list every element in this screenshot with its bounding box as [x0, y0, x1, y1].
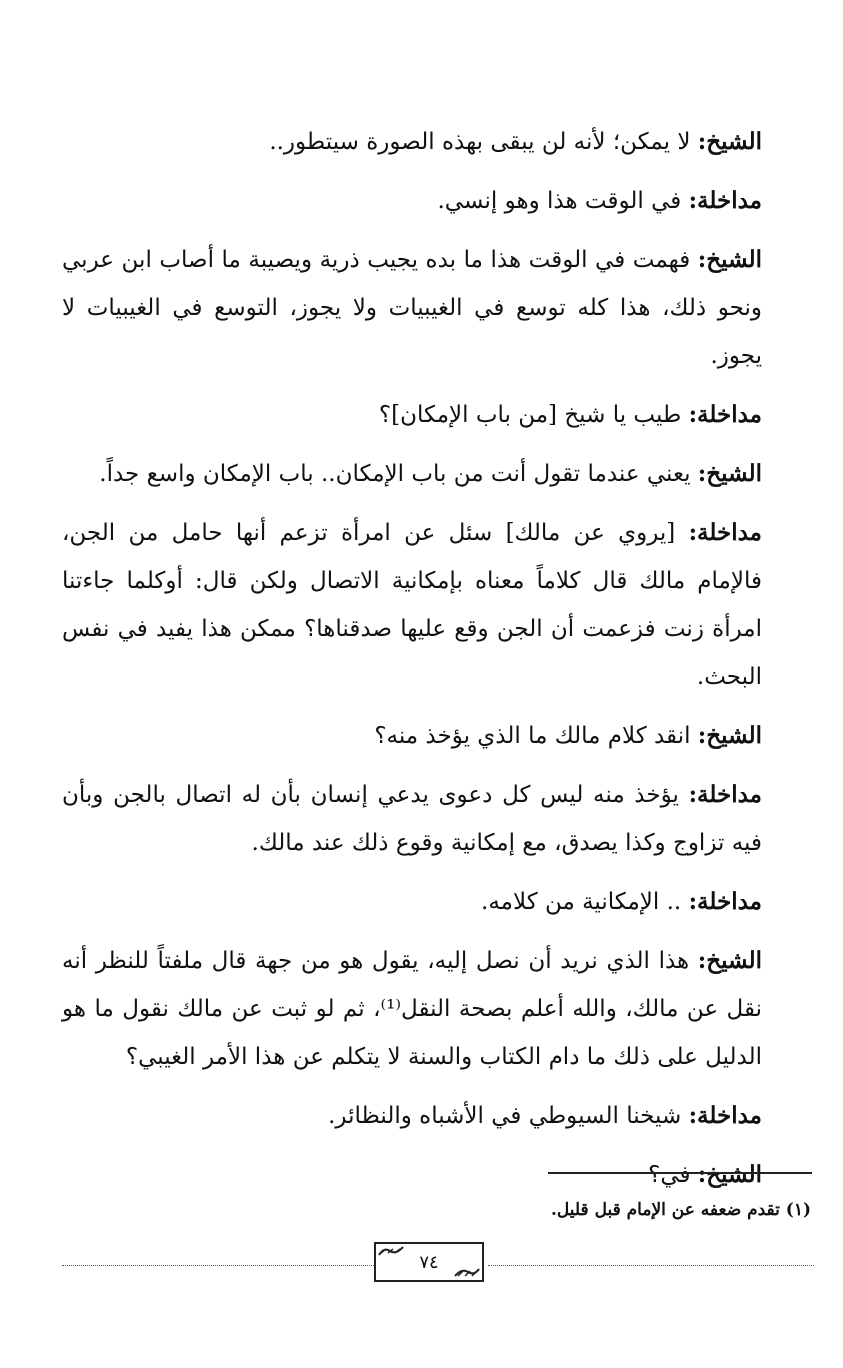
speaker-label: مداخلة: [688, 401, 762, 428]
footer-rule-left [62, 1265, 374, 1266]
speaker-label: مداخلة: [688, 888, 762, 915]
paragraph-text: في الوقت هذا وهو إنسي. [437, 188, 689, 214]
footnote-divider [548, 1172, 812, 1174]
dialogue-paragraph [62, 712, 762, 760]
speaker-label: مداخلة: [688, 519, 762, 546]
paragraph-text: [يروي عن مالك] سئل عن امرأة تزعم أنها حامل من الجن، فالإمام مالك قال كلاماً معناه بإمكانية الاتصال ولكن قال: أوكلما جاءتنا امرأة زنت فزعمت أن الجن وقع عليها صدقناها؟ ممكن هذا يفيد في نفس البحث. [62, 520, 762, 690]
ornament-icon [378, 1245, 404, 1257]
paragraph-text: .. الإمكانية من كلامه. [481, 889, 689, 915]
speaker-label: الشيخ: [697, 128, 762, 155]
dialogue-paragraph [62, 771, 762, 867]
dialogue-paragraph [62, 1151, 762, 1199]
page-number: ٧٤ [419, 1251, 439, 1273]
body-text [62, 118, 762, 1199]
speaker-label: الشيخ: [697, 947, 762, 974]
dialogue-paragraph [62, 118, 762, 166]
speaker-label: مداخلة: [688, 187, 762, 214]
dialogue-paragraph [62, 177, 762, 225]
paragraph-text: انقد كلام مالك ما الذي يؤخذ منه؟ [374, 723, 698, 749]
speaker-label: الشيخ: [697, 460, 762, 487]
ornament-icon [454, 1266, 480, 1278]
paragraph-text: شيخنا السيوطي في الأشباه والنظائر. [328, 1103, 689, 1129]
dialogue-paragraph [62, 1092, 762, 1140]
speaker-label: مداخلة: [688, 781, 762, 808]
dialogue-paragraph [62, 236, 762, 380]
speaker-label: مداخلة: [688, 1102, 762, 1129]
dialogue-paragraph [62, 937, 762, 1081]
paragraph-text: لا يمكن؛ لأنه لن يبقى بهذه الصورة سيتطور.. [269, 129, 698, 155]
dialogue-paragraph [62, 391, 762, 439]
footnote: (١) تقدم ضعفه عن الإمام قبل قليل. [551, 1200, 811, 1220]
paragraph-text: يعني عندما تقول أنت من باب الإمكان.. باب الإمكان واسع جداً. [99, 461, 698, 487]
footer-rule-right [488, 1265, 814, 1266]
paragraph-text: فهمت في الوقت هذا ما بده يجيب ذرية ويصيبة ما أصاب ابن عربي ونحو ذلك، هذا كله توسع في الغيبيات ولا يجوز، التوسع في الغيبيات لا يجوز. [62, 247, 762, 369]
speaker-label: الشيخ: [697, 1161, 762, 1188]
dialogue-paragraph [62, 878, 762, 926]
speaker-label: الشيخ: [697, 246, 762, 273]
speaker-label: الشيخ: [697, 722, 762, 749]
dialogue-paragraph [62, 509, 762, 701]
paragraph-text: في؟ [648, 1162, 698, 1188]
paragraph-text: يؤخذ منه ليس كل دعوى يدعي إنسان بأن له اتصال بالجن وبأن فيه تزاوج وكذا يصدق، مع إمكانية وقوع ذلك عند مالك. [62, 782, 762, 856]
paragraph-text: هذا الذي نريد أن نصل إليه، يقول هو من جهة قال ملفتاً للنظر أنه نقل عن مالك، والله أعلم بصحة النقل⁽¹⁾، ثم لو ثبت عن مالك نقول ما هو الدليل على ذلك ما دام الكتاب والسنة لا يتكلم عن هذا الأمر الغيبي؟ [62, 948, 762, 1070]
paragraph-text: طيب يا شيخ [من باب الإمكان]؟ [378, 402, 689, 428]
dialogue-paragraph [62, 450, 762, 498]
